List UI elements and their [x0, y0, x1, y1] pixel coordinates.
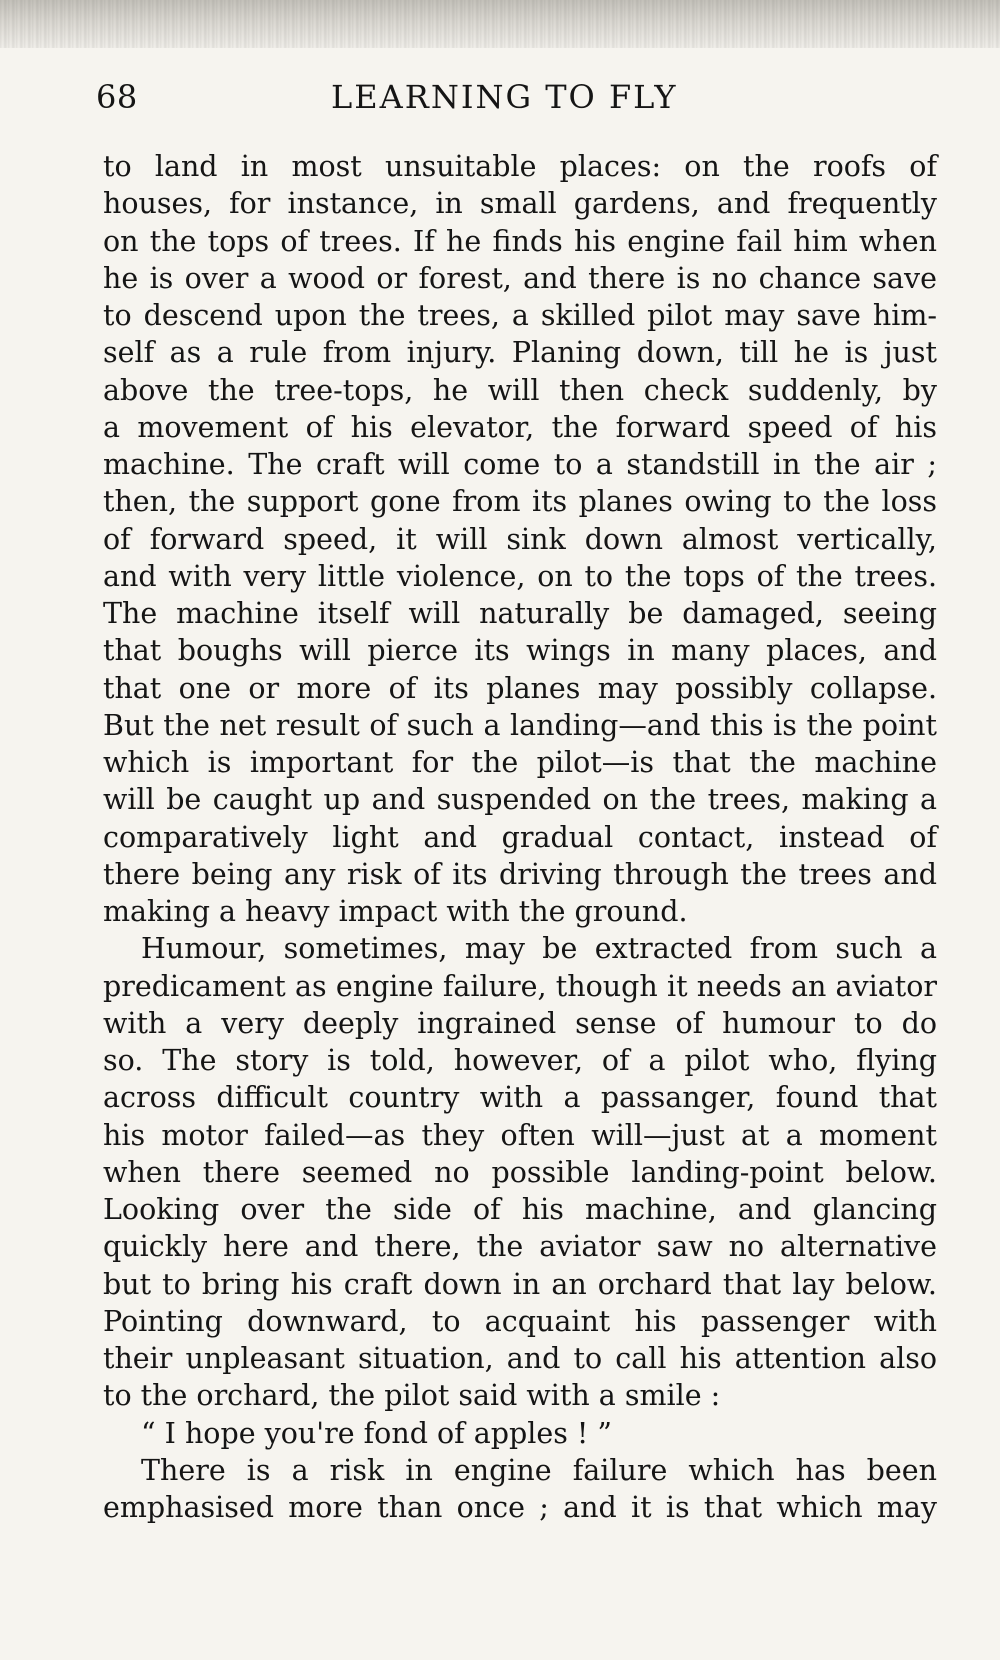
text-line: machine. The craft will come to a standstill in the air ; — [103, 448, 937, 481]
running-head — [96, 78, 941, 128]
text-line: to descend upon the trees, a skilled pilot may save him- — [103, 299, 937, 332]
text-line: their unpleasant situation, and to call his attention also — [103, 1342, 937, 1375]
text-line: emphasised more than once ; and it is that which may — [103, 1491, 937, 1524]
text-line: there being any risk of its driving through the trees and — [103, 857, 937, 891]
text-line: Humour, sometimes, may be extracted from such a — [141, 932, 937, 966]
text-line: to the orchard, the pilot said with a smile : — [103, 1379, 721, 1413]
text-line: Pointing downward, to acquaint his passenger with — [103, 1304, 937, 1338]
text-line: “ I hope you're fond of apples ! ” — [141, 1416, 612, 1450]
text-line: on the tops of trees. If he finds his engine fail him when — [103, 224, 937, 258]
text-line: making a heavy impact with the ground. — [103, 895, 688, 928]
text-line: predicament as engine failure, though it needs an aviator — [103, 969, 937, 1003]
text-line: so. The story is told, however, of a pilot who, flying — [103, 1044, 937, 1077]
text-line: But the net result of such a landing—and this is the point — [103, 708, 937, 742]
text-line: then, the support gone from its planes owing to the loss — [103, 485, 937, 519]
text-line: self as a rule from injury. Planing down, till he is just — [103, 336, 937, 370]
text-line: comparatively light and gradual contact, instead of — [103, 820, 937, 854]
page-number: 68 — [96, 78, 138, 116]
text-line: of forward speed, it will sink down almost vertically, — [103, 522, 937, 556]
text-line: above the tree-tops, he will then check suddenly, by — [103, 373, 937, 407]
text-line: will be caught up and suspended on the trees, making a — [103, 783, 937, 817]
text-line: but to bring his craft down in an orchard that lay below. — [103, 1267, 937, 1301]
text-line: The machine itself will naturally be damaged, seeing — [103, 597, 937, 630]
text-line: quickly here and there, the aviator saw no alternative — [103, 1230, 937, 1264]
body-text — [103, 148, 937, 1526]
text-line: Looking over the side of his machine, and glancing — [103, 1193, 937, 1226]
text-line: which is important for the pilot—is that the machine — [103, 746, 937, 779]
text-line: across difficult country with a passanger, found that — [103, 1081, 937, 1115]
running-title: LEARNING TO FLY — [331, 78, 678, 116]
text-line: a movement of his elevator, the forward speed of his — [103, 410, 937, 444]
text-line: houses, for instance, in small gardens, and frequently — [103, 187, 937, 221]
text-line: and with very little violence, on to the tops of the trees. — [103, 559, 937, 593]
text-line: There is a risk in engine failure which has been — [141, 1453, 937, 1487]
text-line: to land in most unsuitable places: on the roofs of — [103, 150, 937, 183]
text-line: that one or more of its planes may possibly collapse. — [103, 671, 937, 705]
text-line: when there seemed no possible landing-point below. — [103, 1155, 937, 1189]
text-line: that boughs will pierce its wings in many places, and — [103, 634, 937, 668]
text-line: his motor failed—as they often will—just at a moment — [103, 1118, 937, 1152]
text-line: he is over a wood or forest, and there is no chance save — [103, 261, 937, 295]
text-line: with a very deeply ingrained sense of humour to do — [103, 1006, 937, 1040]
